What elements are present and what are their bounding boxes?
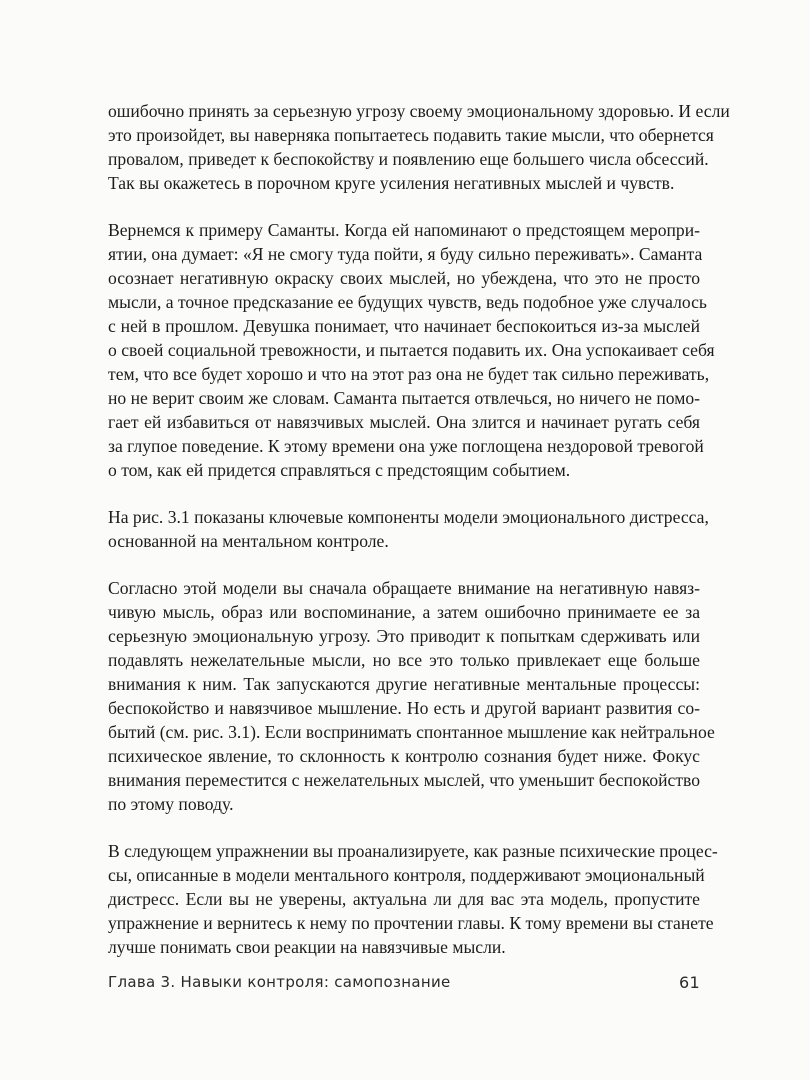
- text-line: о том, как ей придется справляться с предстоящим событием.: [108, 460, 571, 480]
- text-line: подавлять нежелательные мысли, но все это только привлекает еще больше: [108, 650, 700, 670]
- text-line: сы, описанные в модели ментального контроля, поддерживают эмоциональный: [108, 865, 705, 885]
- text-line: но не верит своим же словам. Саманта пытается отвлечься, но ничего не помо-: [108, 388, 700, 408]
- text-line: бытий (см. рис. 3.1). Если воспринимать спонтанное мышление как нейтральное: [108, 722, 715, 742]
- page-number: 61: [679, 973, 700, 992]
- page-footer: [108, 973, 700, 997]
- paragraph-1: [108, 99, 730, 195]
- text-line: это произойдет, вы наверняка попытаетесь подавить такие мысли, что обернется: [108, 125, 714, 145]
- text-line: упражнение и вернитесь к нему по прочтении главы. К тому времени вы станете: [108, 913, 714, 933]
- text-line: за глупое поведение. К этому времени она уже поглощена нездоровой тревогой: [108, 436, 704, 456]
- paragraph-5: [108, 839, 718, 959]
- paragraph-3: [108, 505, 709, 553]
- text-line: лучше понимать свои реакции на навязчивые мысли.: [108, 937, 506, 957]
- text-line: беспокойство и навязчивое мышление. Но есть и другой вариант развития со-: [108, 698, 700, 718]
- text-line: Вернемся к примеру Саманты. Когда ей напоминают о предстоящем меропри-: [108, 220, 700, 240]
- text-line: На рис. 3.1 показаны ключевые компоненты модели эмоционального дистресса,: [108, 507, 709, 527]
- text-line: по этому поводу.: [108, 794, 234, 814]
- paragraph-4: [108, 576, 715, 816]
- text-line: дистресс. Если вы не уверены, актуальна ли для вас эта модель, пропустите: [108, 889, 700, 909]
- text-line: внимания к ним. Так запускаются другие негативные ментальные процессы:: [108, 674, 700, 694]
- text-line: внимания переместится с нежелательных мыслей, что уменьшит беспокойство: [108, 770, 701, 790]
- text-line: основанной на ментальном контроле.: [108, 531, 389, 551]
- text-line: о своей социальной тревожности, и пытается подавить их. Она успокаивает себя: [108, 340, 715, 360]
- text-line: ошибочно принять за серьезную угрозу своему эмоциональному здоровью. И если: [108, 101, 730, 121]
- text-line: В следующем упражнении вы проанализируете, как разные психические процес-: [108, 841, 718, 861]
- text-line: с ней в прошлом. Девушка понимает, что начинает беспокоиться из-за мыслей: [108, 316, 700, 336]
- text-line: провалом, приведет к беспокойству и появлению еще большего числа обсессий.: [108, 149, 709, 169]
- text-line: серьезную эмоциональную угрозу. Это приводит к попыткам сдерживать или: [108, 626, 700, 646]
- text-line: Так вы окажетесь в порочном круге усиления негативных мыслей и чувств.: [108, 173, 675, 193]
- text-line: гает ей избавиться от навязчивых мыслей. Она злится и начинает ругать себя: [108, 412, 700, 432]
- text-line: мысли, а точное предсказание ее будущих чувств, ведь подобное уже случалось: [108, 292, 707, 312]
- chapter-title: Глава 3. Навыки контроля: самопознание: [108, 973, 451, 991]
- text-line: психическое явление, то склонность к контролю сознания будет ниже. Фокус: [108, 746, 700, 766]
- text-line: тем, что все будет хорошо и что на этот раз она не будет так сильно переживать,: [108, 364, 710, 384]
- text-line: осознает негативную окраску своих мыслей, но убеждена, что это не просто: [108, 268, 700, 288]
- text-line: Согласно этой модели вы сначала обращаете внимание на негативную навяз-: [108, 578, 700, 598]
- text-line: чивую мысль, образ или воспоминание, а затем ошибочно принимаете ее за: [108, 602, 700, 622]
- paragraph-2: [108, 218, 715, 482]
- text-line: ятии, она думает: «Я не смогу туда пойти, я буду сильно переживать». Саманта: [108, 244, 703, 264]
- body-text: [108, 99, 730, 982]
